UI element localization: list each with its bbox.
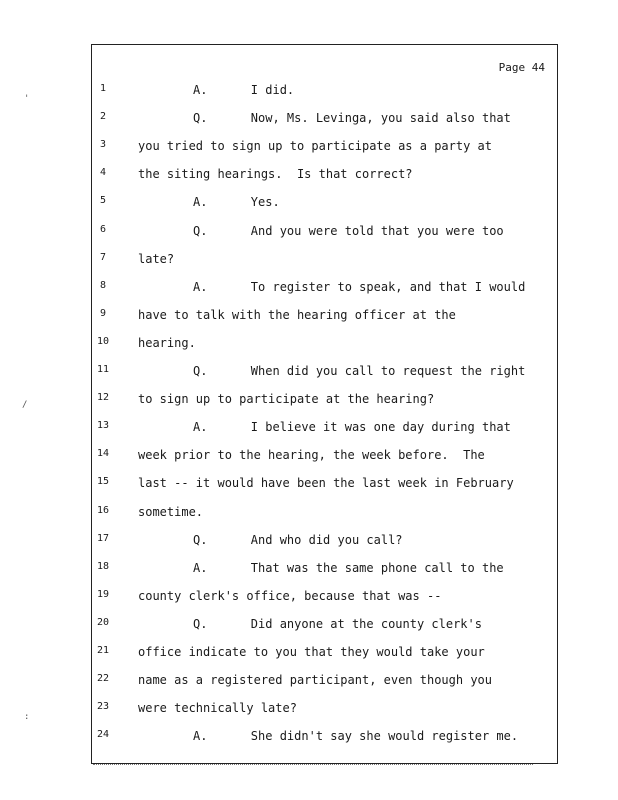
line-number: 18 bbox=[96, 560, 110, 572]
line-number: 23 bbox=[96, 701, 110, 713]
line-text: Q. And who did you call? bbox=[193, 532, 403, 547]
margin-mark: : bbox=[24, 712, 30, 722]
line-text: sometime. bbox=[138, 504, 204, 519]
transcript-line bbox=[92, 615, 557, 635]
line-number: 24 bbox=[96, 729, 110, 741]
transcript-line bbox=[92, 137, 557, 157]
line-text: name as a registered participant, even though you bbox=[138, 673, 493, 688]
transcript-line bbox=[92, 109, 557, 129]
line-text: A. To register to speak, and that I would bbox=[193, 279, 526, 294]
line-number: 9 bbox=[99, 307, 107, 319]
transcript-page bbox=[91, 44, 558, 764]
line-text: have to talk with the hearing officer at the bbox=[138, 307, 456, 322]
line-number: 10 bbox=[96, 335, 110, 347]
line-number: 17 bbox=[96, 532, 110, 544]
line-number: 6 bbox=[99, 223, 107, 235]
line-text: Q. And you were told that you were too bbox=[193, 223, 504, 238]
line-text: A. I believe it was one day during that bbox=[193, 420, 511, 435]
line-number: 8 bbox=[99, 279, 107, 291]
transcript-line bbox=[92, 587, 557, 607]
transcript-line bbox=[92, 727, 557, 747]
line-text: county clerk's office, because that was -- bbox=[138, 588, 442, 603]
transcript-line bbox=[92, 671, 557, 691]
line-number: 19 bbox=[96, 588, 110, 600]
margin-mark: / bbox=[22, 400, 28, 410]
page-number: Page 44 bbox=[498, 61, 545, 74]
line-number: 7 bbox=[99, 251, 107, 263]
transcript-line bbox=[92, 250, 557, 270]
transcript-line bbox=[92, 334, 557, 354]
margin-mark: ' bbox=[24, 94, 30, 104]
line-number: 5 bbox=[99, 195, 107, 207]
transcript-line bbox=[92, 306, 557, 326]
line-text: Q. Now, Ms. Levinga, you said also that bbox=[193, 111, 511, 126]
transcript-line bbox=[92, 643, 557, 663]
line-number: 15 bbox=[96, 476, 110, 488]
line-text: A. Yes. bbox=[193, 195, 280, 210]
line-number: 11 bbox=[96, 364, 110, 375]
transcript-line bbox=[92, 278, 557, 298]
transcript-line bbox=[92, 474, 557, 494]
line-text: were technically late? bbox=[138, 701, 297, 716]
line-text: Q. Did anyone at the county clerk's bbox=[193, 616, 482, 631]
transcript-line bbox=[92, 559, 557, 579]
transcript-line bbox=[92, 699, 557, 719]
transcript-line bbox=[92, 446, 557, 466]
line-text: Q. When did you call to request the right bbox=[193, 364, 526, 378]
transcript-line bbox=[92, 503, 557, 523]
transcript-line bbox=[92, 193, 557, 213]
bottom-rule bbox=[93, 764, 533, 765]
line-number: 16 bbox=[96, 504, 110, 516]
line-text: to sign up to participate at the hearing? bbox=[138, 392, 435, 407]
line-number: 12 bbox=[96, 392, 110, 404]
line-number: 20 bbox=[96, 616, 110, 628]
line-number: 21 bbox=[96, 645, 110, 656]
transcript-line bbox=[92, 81, 557, 101]
line-number: 4 bbox=[99, 167, 107, 179]
transcript-line bbox=[92, 222, 557, 242]
line-text: week prior to the hearing, the week before. The bbox=[138, 448, 485, 463]
line-text: A. She didn't say she would register me. bbox=[193, 729, 519, 744]
transcript-line bbox=[92, 390, 557, 410]
line-number: 3 bbox=[99, 139, 107, 151]
line-text: office indicate to you that they would take your bbox=[138, 645, 485, 659]
line-number: 2 bbox=[99, 111, 107, 123]
line-text: late? bbox=[138, 251, 175, 266]
line-number: 14 bbox=[96, 448, 110, 460]
line-number: 13 bbox=[96, 420, 110, 432]
line-text: A. That was the same phone call to the bbox=[193, 560, 504, 575]
transcript-line bbox=[92, 531, 557, 551]
line-text: the siting hearings. Is that correct? bbox=[138, 167, 413, 182]
line-number: 1 bbox=[99, 83, 107, 94]
line-text: A. I did. bbox=[193, 83, 295, 97]
line-text: you tried to sign up to participate as a party at bbox=[138, 139, 493, 154]
line-number: 22 bbox=[96, 673, 110, 685]
line-text: last -- it would have been the last week in February bbox=[138, 476, 514, 491]
transcript-line bbox=[92, 165, 557, 185]
transcript-line bbox=[92, 418, 557, 438]
transcript-line bbox=[92, 362, 557, 382]
line-text: hearing. bbox=[138, 335, 196, 350]
